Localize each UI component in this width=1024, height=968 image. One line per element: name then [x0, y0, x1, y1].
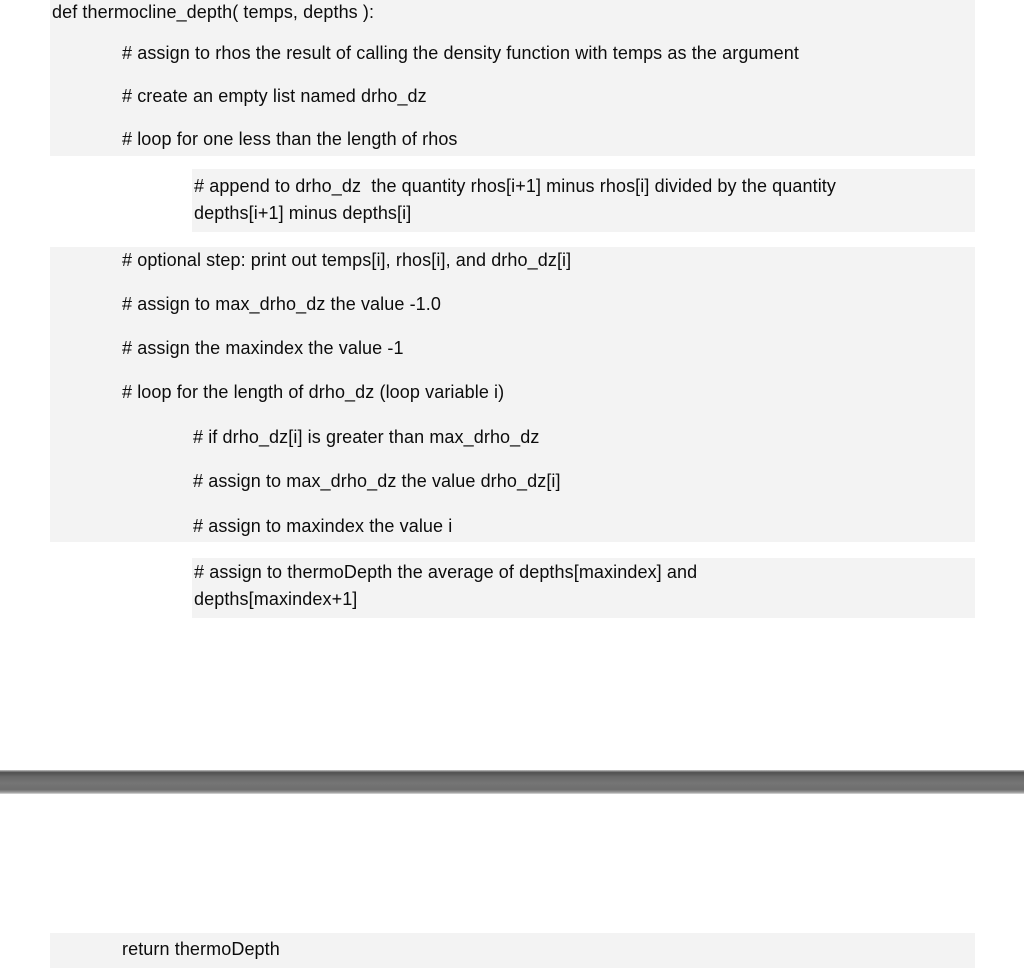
comment-line-assign-max-drho-dz: # assign to max_drho_dz the value -1.0 — [122, 294, 441, 314]
comment-line-optional-print: # optional step: print out temps[i], rhos[i], and drho_dz[i] — [122, 250, 572, 270]
comment-line-assign-maxindex: # assign the maxindex the value -1 — [122, 338, 404, 358]
comment-line-create-list: # create an empty list named drho_dz — [122, 86, 427, 106]
comment-line-append-1: # append to drho_dz the quantity rhos[i+1] minus rhos[i] divided by the quantity — [194, 176, 837, 196]
code-highlight-block-thermo — [192, 558, 975, 618]
code-highlight-block-def — [50, 0, 975, 156]
comment-line-loop-one-less: # loop for one less than the length of rhos — [122, 129, 458, 149]
return-line: return thermoDepth — [122, 939, 280, 959]
comment-line-assign-rhos: # assign to rhos the result of calling the density function with temps as the argument — [122, 43, 799, 63]
page-break-separator — [0, 770, 1024, 794]
code-highlight-block-append — [192, 169, 975, 232]
comment-line-thermo-2: depths[maxindex+1] — [194, 589, 358, 609]
comment-line-if-greater: # if drho_dz[i] is greater than max_drho_dz — [193, 427, 540, 447]
function-def-line: def thermocline_depth( temps, depths ): — [52, 2, 375, 22]
comment-line-assign-max-value: # assign to max_drho_dz the value drho_dz[i] — [193, 471, 561, 491]
code-highlight-block-return — [50, 933, 975, 968]
code-highlight-block-main — [50, 247, 975, 542]
comment-line-append-2: depths[i+1] minus depths[i] — [194, 203, 412, 223]
comment-line-loop-length: # loop for the length of drho_dz (loop variable i) — [122, 382, 505, 402]
comment-line-thermo-1: # assign to thermoDepth the average of depths[maxindex] and — [194, 562, 698, 582]
comment-line-assign-maxindex-value: # assign to maxindex the value i — [193, 516, 453, 536]
